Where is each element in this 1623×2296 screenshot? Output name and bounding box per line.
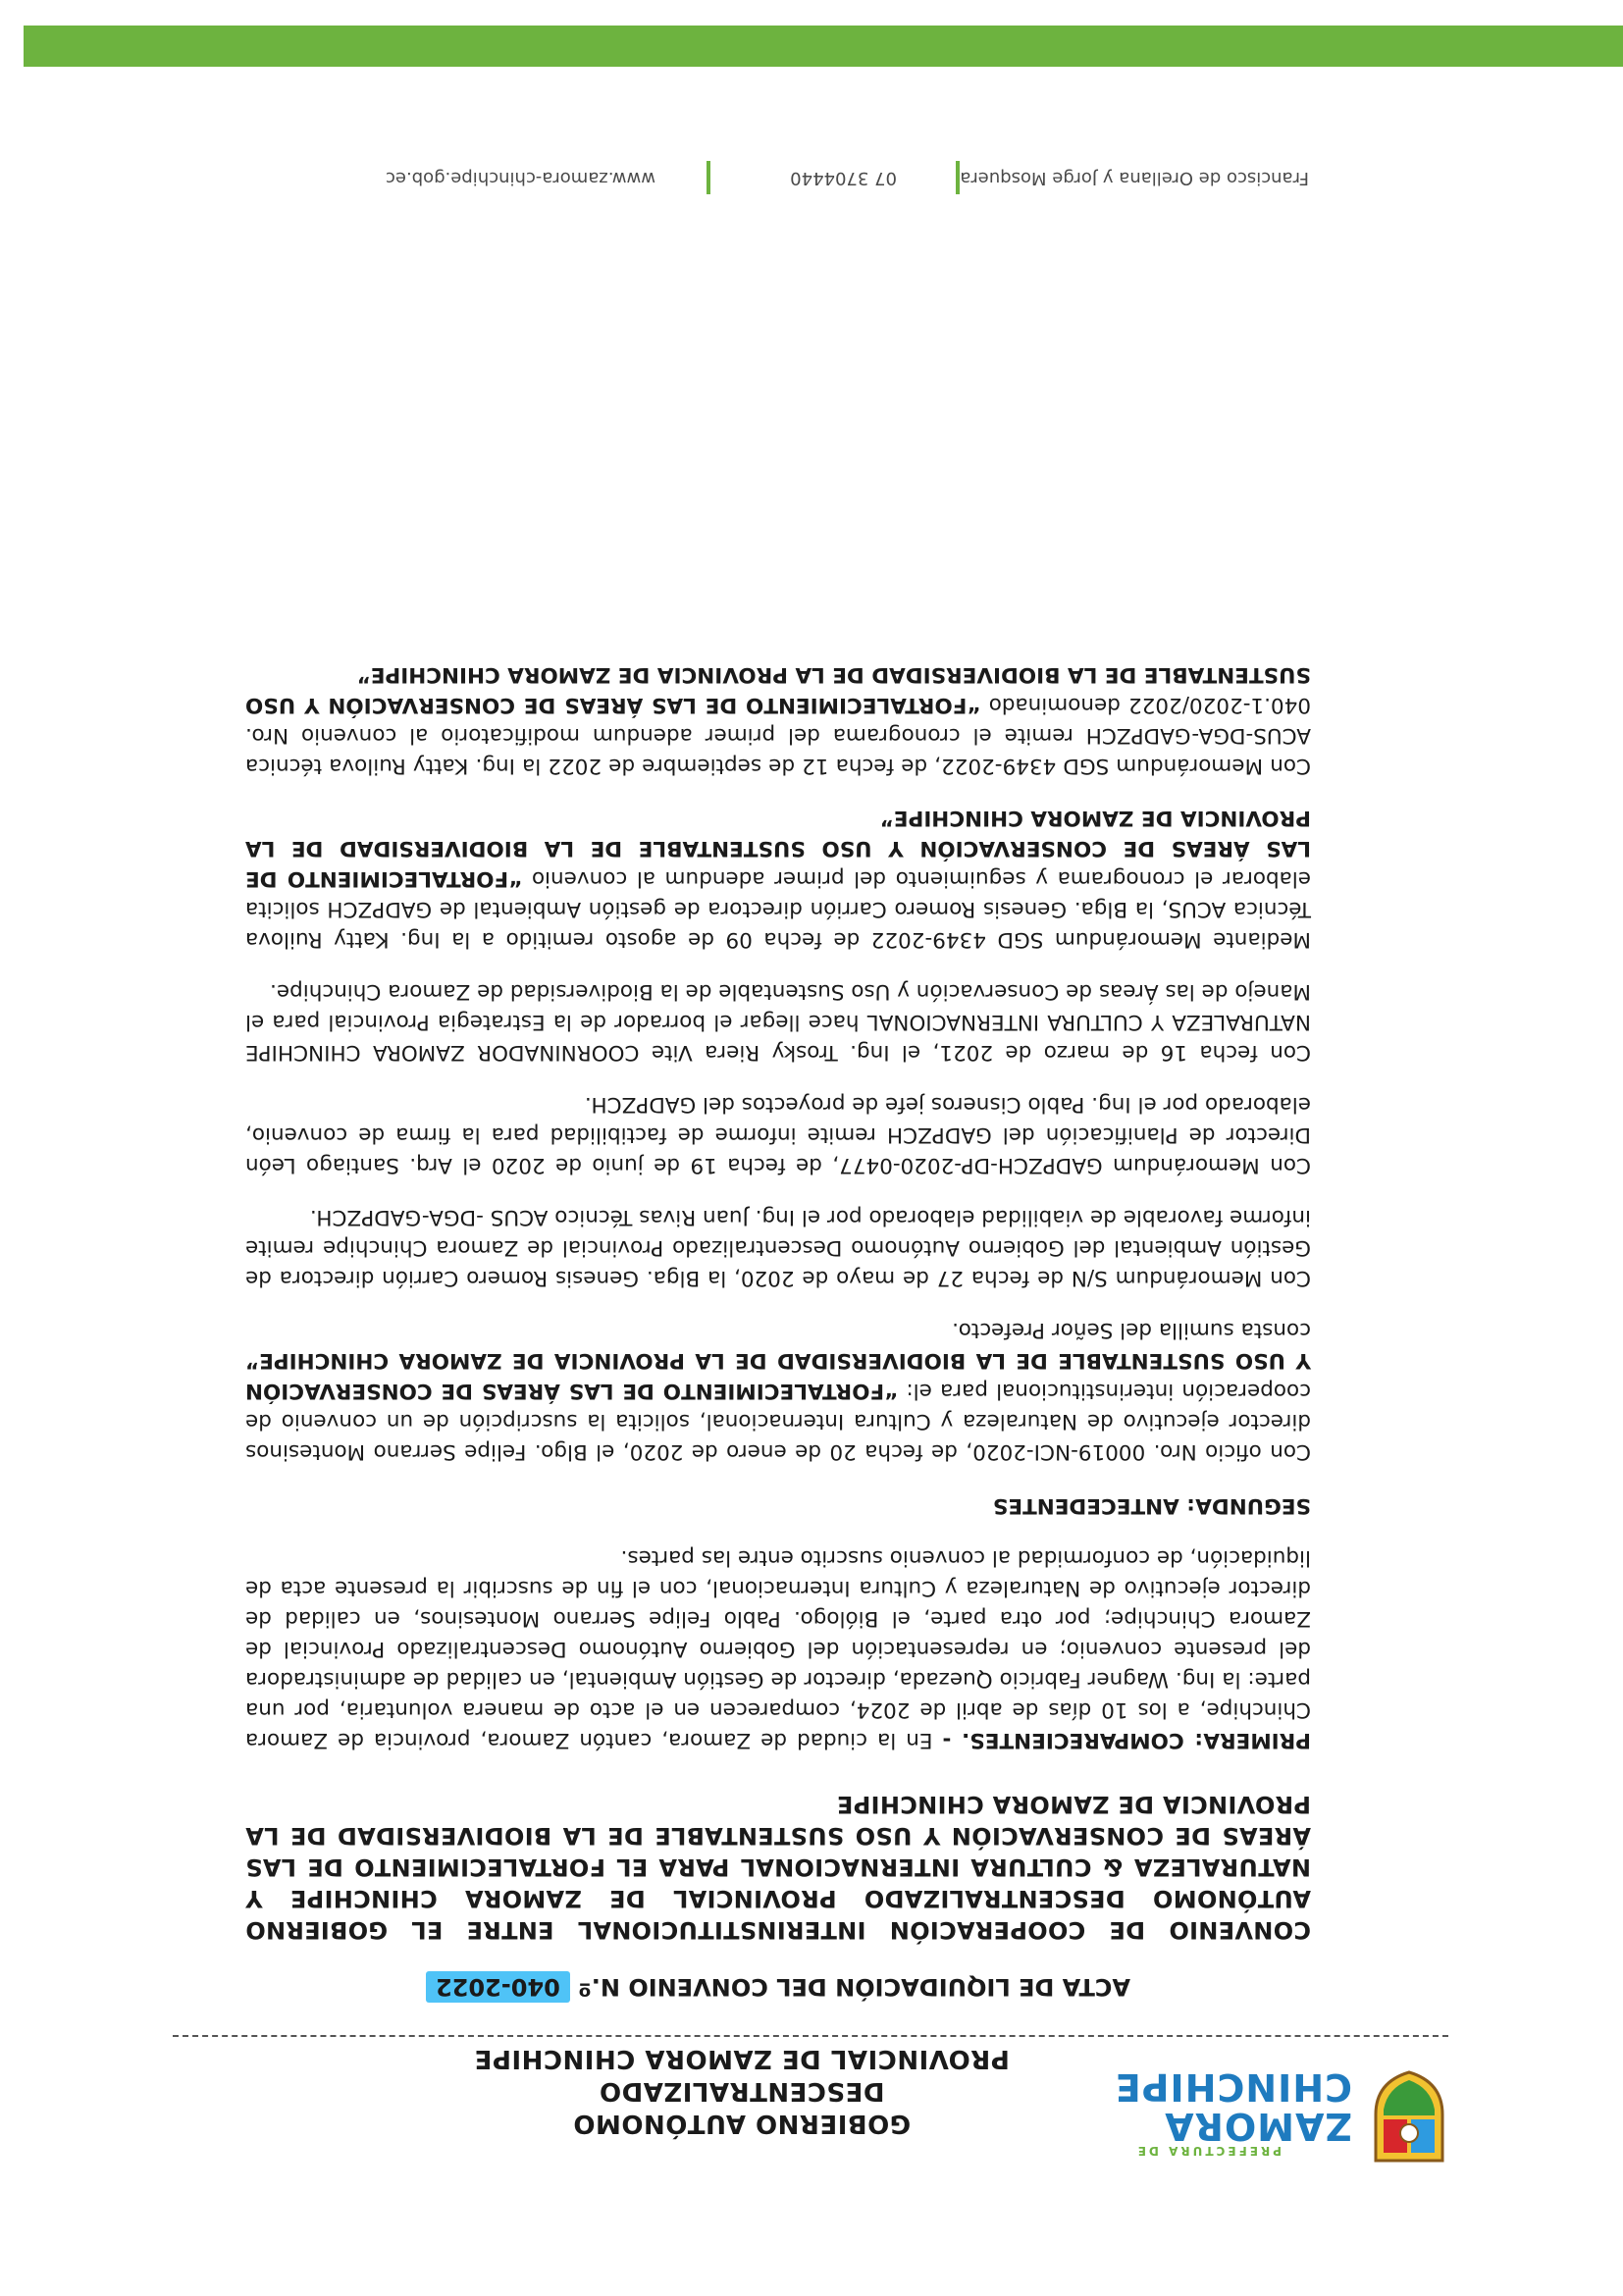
page-footer bbox=[269, 157, 1309, 196]
footer-separator bbox=[707, 161, 710, 194]
letterhead bbox=[0, 2031, 1623, 2296]
antecedent-6 bbox=[245, 659, 1311, 781]
antecedent-5-title: “FORTALECIMIENTO DE LAS ÁREAS DE CONSERVACIÓN Y USO SUSTENTABLE DE LA BIODIVERSIDAD DE LA PROVINCIA DE ZAMORA CHINCHIPE” bbox=[245, 806, 1311, 891]
acta-title-text: ACTA DE LIQUIDACIÓN DEL CONVENIO N.º bbox=[578, 1973, 1130, 2001]
antecedent-6-title: “FORTALECIMIENTO DE LAS ÁREAS DE CONSERVACIÓN Y USO SUSTENTABLE DE LA BIODIVERSIDAD DE LA PROVINCIA DE ZAMORA CHINCHIPE” bbox=[245, 662, 1311, 717]
clause-primera bbox=[245, 1542, 1311, 1755]
prefectura-brand bbox=[1114, 2065, 1352, 2158]
antecedent-4: Con fecha 16 de marzo de 2021, el Ing. Trosky Riera Vite COORNINADOR ZAMORA CHINCHIPE NATURALEZA Y CULTURA INTERNACIONAL hace llegar el borrador de la Estrategia Provincial para el Manejo de las Áreas de Conservación y Uso Sustentable de la Biodiversidad de Zamora Chinchipe. bbox=[245, 979, 1311, 1065]
institution-title-line2: PROVINCIAL DE ZAMORA CHINCHIPE bbox=[474, 2044, 1010, 2073]
footer-address: Francisco de Orellana y Jorge Mosquera bbox=[960, 168, 1309, 188]
acta-title bbox=[245, 1971, 1311, 2002]
antecedent-1-text-a: Con oficio Nro. 00019-NCI-2020, de fecha 20 de enero de 2020, el Blgo. Felipe Serrano Montesinos director ejecutivo de Naturaleza y Cultura Internacional, solicita la suscripción de un convenio de cooperación interinstitucional para el: bbox=[245, 1379, 1311, 1464]
footer-website: www.zamora-chinchipe.gob.ec bbox=[386, 168, 655, 188]
antecedent-1-title: “FORTALECIMIENTO DE LAS ÁREAS DE CONSERVACIÓN Y USO SUSTENTABLE DE LA BIODIVERSIDAD DE LA PROVINCIA DE ZAMORA CHINCHIPE” bbox=[245, 1348, 1311, 1403]
top-green-bar bbox=[24, 26, 1623, 67]
brand-line-chinchipe: CHINCHIPE bbox=[1114, 2065, 1352, 2109]
clause-primera-label: PRIMERA: COMPARECIENTES. - bbox=[942, 1728, 1311, 1752]
institution-title-line1: GOBIERNO AUTÓNOMO DESCENTRALIZADO bbox=[572, 2076, 912, 2138]
brand-subtitle: PREFECTURA DE bbox=[1134, 2144, 1282, 2158]
brand-line-zamora: ZAMORA bbox=[1164, 2105, 1352, 2148]
antecedent-1 bbox=[245, 1315, 1311, 1467]
header-divider bbox=[173, 2035, 1448, 2037]
document-body bbox=[245, 638, 1311, 2002]
clause-segunda-label: SEGUNDA: ANTECEDENTES bbox=[992, 1493, 1311, 1518]
prefectura-coat-of-arms-icon bbox=[1370, 2070, 1448, 2168]
convenio-title: CONVENIO DE COOPERACIÓN INTERINSTITUCIONAL ENTRE EL GOBIERNO AUTÓNOMO DESCENTRALIZADO PROVINCIAL DE ZAMORA CHINCHIPE Y NATURALEZA & CULTURA INTERNACIONAL PARA EL FORTALECIMIENTO DE LAS ÁREAS DE CONSERVACIÓN Y USO SUSTENTABLE DE LA BIODIVERSIDAD DE LA PROVINCIA DE ZAMORA CHINCHIPE bbox=[245, 1791, 1311, 1944]
footer-phone: 07 3704440 bbox=[790, 168, 897, 188]
footer-separator bbox=[956, 161, 960, 194]
antecedent-5 bbox=[245, 803, 1311, 955]
acta-number-highlight: 040-2022 bbox=[426, 1971, 570, 2003]
clause-primera-text: En la ciudad de Zamora, cantón Zamora, provincia de Zamora Chinchipe, a los 10 días de abril de 2024, comparecen en el acto de manera voluntaria, por una parte: la Ing. Wagner Fabricio Quezada, director de Gestión Ambiental, en calidad de administradora del presente convenio; en representación del Gobierno Autónomo Descentralizado Provincial de Zamora Chinchipe; por otra parte, el Biólogo. Pablo Felipe Serrano Montesinos, en calidad de director ejecutivo de Naturaleza y Cultura Internacional, con el fin de suscribir la presente acta de liquidación, de conformidad al convenio suscrito entre las partes. bbox=[244, 1545, 1311, 1752]
antecedent-1-text-c: consta sumilla del Señor Prefecto. bbox=[952, 1318, 1311, 1342]
institution-title bbox=[428, 2042, 1056, 2139]
antecedent-2: Con Memorándum S/N de fecha 27 de mayo de 2020, la Blga. Genesis Romero Carrión directora de Gestión Ambiental del Gobierno Autónomo Descentralizado Provincial de Zamora Chinchipe remite informe favorable de viabilidad elaborado por el Ing. Juan Rivas Técnico ACUS -DGA-GADPZCH. bbox=[245, 1205, 1311, 1290]
antecedent-6-text-a: Con Memorándum SGD 4349-2022, de fecha 12 de septiembre de 2022 la Ing. Katty Ruilova técnica ACUS-DGA-GADPZCH remite el cronograma del primer adendum modificatorio al convenio Nro. 040.1-2020/2022 denominado bbox=[245, 693, 1311, 778]
antecedent-5-text-a: Mediante Memorándum SGD 4349-2022 de fecha 09 de agosto remitido a la Ing. Katty Ruilova Técnica ACUS, la Blga. Genesis Romero Carrión directora de gestión Ambiental de GADPZCH solicita elaborar el cronograma y seguimiento del primer adendum al convenio bbox=[245, 866, 1311, 952]
antecedent-3: Con Memorándum GADPZCH-DP-2020-0477, de fecha 19 de junio de 2020 el Arq. Santiago León Director de Planificación del GADPZCH remite informe de factibilidad para la firma de convenio, elaborado por el Ing. Pablo Cisneros jefe de proyectos del GADPZCH. bbox=[245, 1092, 1311, 1177]
